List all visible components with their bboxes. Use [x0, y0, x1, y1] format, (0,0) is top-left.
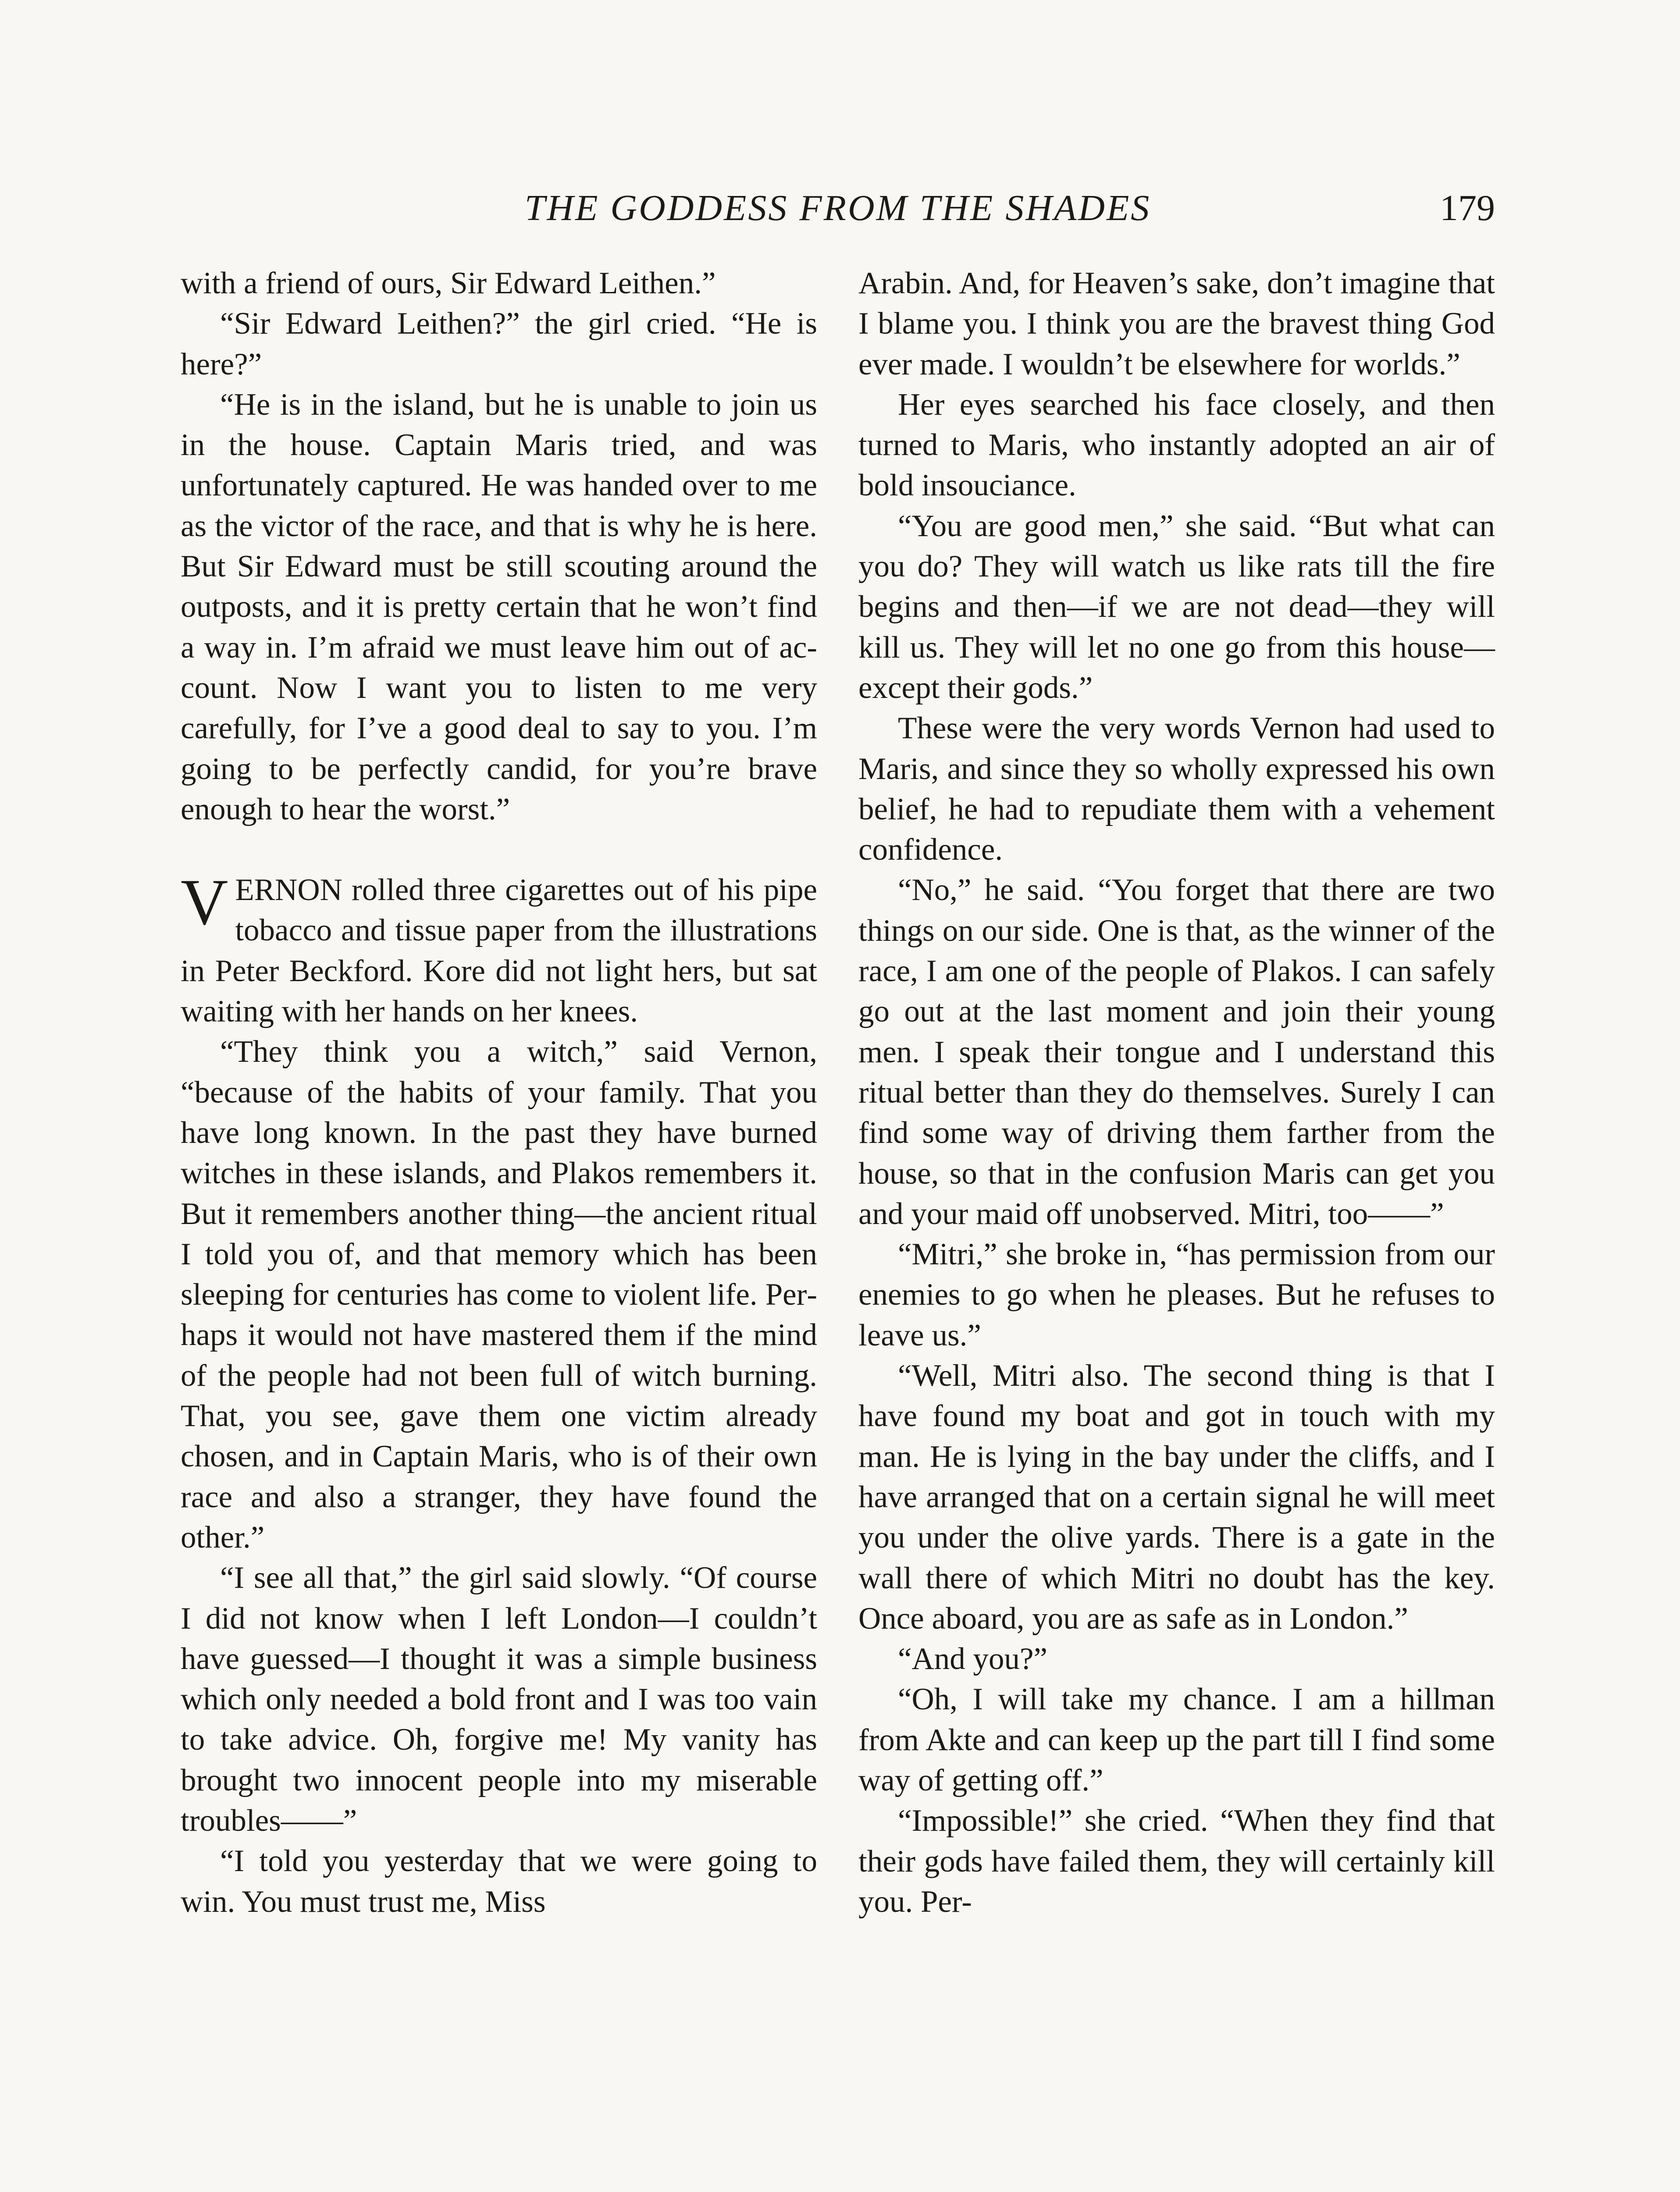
- paragraph: “I told you yesterday that we were going to win. You must trust me, Miss: [181, 1844, 817, 1919]
- section-opening-paragraph: [181, 866, 817, 1032]
- paragraph: “He is in the island, but he is unable to join us in the house. Captain Maris tried, and was unfortunately captured. He was handed over to me as the victor of the race, and that is why he is here. But Sir Edward must be still scouting around the outposts, and it is pretty certain that he won’t find a way in. I’m afraid we must leave him out of account. Now I want you to listen to me very carefully, for I’ve a good deal to say to you. I’m going to be perfectly candid, for you’re brave enough to hear the worst.”: [181, 387, 817, 826]
- page-header: [181, 175, 1495, 241]
- paragraph: Arabin. And, for Heaven’s sake, don’t imagine that I blame you. I think you are the bravest thing God ever made. I wouldn’t be elsewhere for worlds.”: [858, 266, 1495, 381]
- paragraph: “And you?”: [898, 1642, 1048, 1676]
- paragraph: “You are good men,” she said. “But what can you do? They will watch us like rats till the fire begins and then—if we are not dead—they will kill us. They will let no one go from this house—except their gods.”: [858, 509, 1495, 705]
- paragraph-text: ERNON rolled three cigarettes out of his pipe tobacco and tissue paper from the illustrations in Peter Beckford. Kore did not light hers, but sat waiting with her hands on her knees.: [181, 873, 817, 1029]
- paragraph: “No,” he said. “You forget that there are two things on our side. One is that, as the winner of the race, I am one of the people of Plakos. I can safely go out at the last moment and join their young men. I speak their tongue and I understand this ritual better than they do themselves. Surely I can find some way of driving them farther from the house, so that in the confusion Maris can get you and your maid off unobserved. Mitri, too——”: [858, 873, 1495, 1231]
- right-column: [858, 263, 1495, 1922]
- paragraph: “Sir Edward Leithen?” the girl cried. “He is here?”: [181, 306, 817, 381]
- left-column: [181, 263, 817, 1922]
- paragraph: with a friend of ours, Sir Edward Leithen.”: [181, 266, 716, 300]
- running-title: THE GODDESS FROM THE SHADES: [524, 188, 1151, 228]
- paragraph: “Well, Mitri also. The second thing is that I have found my boat and got in touch with my man. He is lying in the bay under the cliffs, and I have arranged that on a certain signal he will meet you under the olive yards. There is a gate in the wall there of which Mitri no doubt has the key. Once aboard, you are as safe as in London.”: [858, 1359, 1495, 1636]
- drop-cap: V: [181, 866, 228, 939]
- paragraph: “Oh, I will take my chance. I am a hillman from Akte and can keep up the part till I find some way of getting off.”: [858, 1682, 1495, 1797]
- page-number: 179: [1440, 188, 1495, 228]
- paragraph: Her eyes searched his face closely, and then turned to Maris, who instantly adopted an air of bold insouciance.: [858, 387, 1495, 503]
- paragraph: “Impossible!” she cried. “When they find that their gods have failed them, they will certainly kill you. Per-: [858, 1804, 1495, 1919]
- paragraph: These were the very words Vernon had used to Maris, and since they so wholly expressed his own belief, he had to repudiate them with a vehement confidence.: [858, 711, 1495, 867]
- paragraph: “Mitri,” she broke in, “has permission from our enemies to go when he pleases. But he refuses to leave us.”: [858, 1237, 1495, 1352]
- paragraph: “They think you a witch,” said Vernon, “because of the habits of your family. That you have long known. In the past they have burned witches in these islands, and Plakos remembers it. But it remembers another thing—the ancient ritual I told you of, and that memory which has been sleeping for centuries has come to violent life. Perhaps it would not have mastered them if the mind of the people had not been full of witch burning. That, you see, gave them one victim already chosen, and in Captain Maris, who is of their own race and also a stranger, they have found the other.”: [181, 1035, 817, 1555]
- paragraph: “I see all that,” the girl said slowly. “Of course I did not know when I left London—I couldn’t have guessed—I thought it was a simple business which only needed a bold front and I was too vain to take advice. Oh, forgive me! My vanity has brought two innocent people into my miserable troubles——”: [181, 1561, 817, 1838]
